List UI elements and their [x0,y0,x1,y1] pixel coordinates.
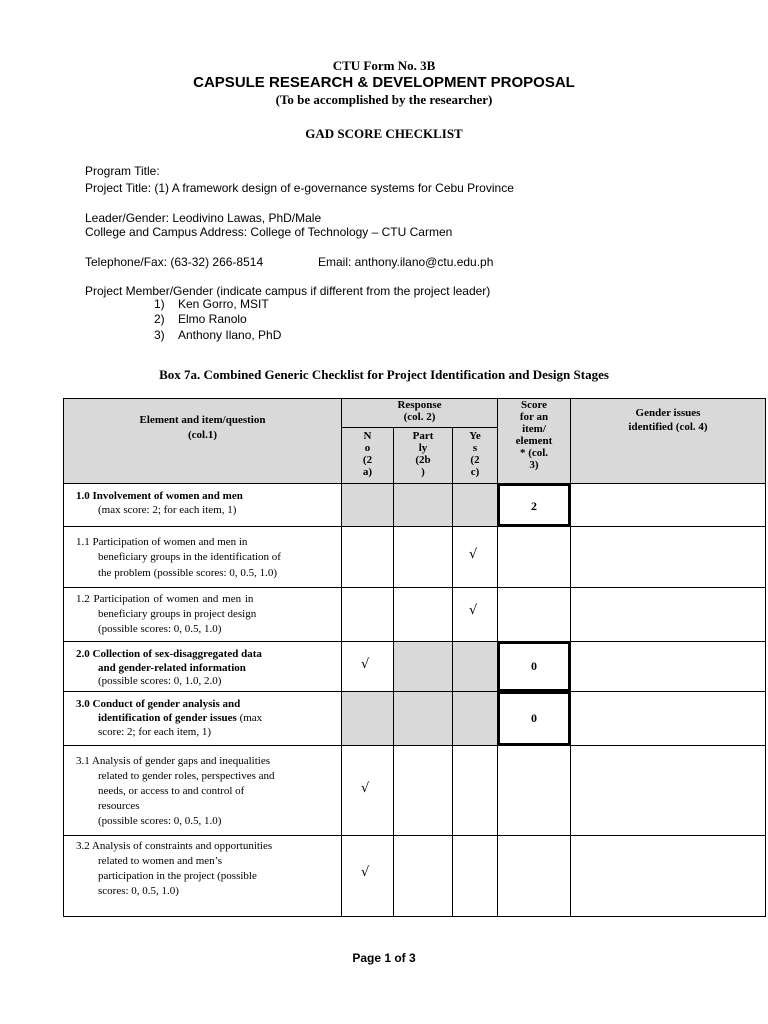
row-label: beneficiary groups in the identification of [98,551,281,563]
score-value: 0 [531,659,537,673]
gender-issues-cell [570,483,766,527]
response-partly-cell [393,483,453,527]
checklist-title: GAD SCORE CHECKLIST [305,126,463,141]
header-element-label: Element and item/question [139,414,266,426]
member-item [154,312,247,326]
row-label: related to gender roles, perspectives and [98,770,275,782]
header-score-label: Score for an item/ element * (col. 3) [515,399,553,471]
row-label: (max score: 2; for each item, 1) [98,504,237,516]
row-label: (possible scores: 0, 0.5, 1.0) [98,815,222,827]
project-title [85,181,514,195]
member-item [154,297,269,311]
row-label: identification of gender issues (max [98,712,263,724]
box-title: Box 7a. Combined Generic Checklist for Project Identification and Design Stages [159,367,609,382]
gender-issues-cell [570,641,766,692]
email: Email: anthony.ilano@ctu.edu.ph [318,255,494,269]
project-title-label: Project Title [85,181,148,195]
response-yes-cell [452,483,498,527]
score-cell [497,745,571,836]
row-label: 1.1 Participation of women and men in [76,536,248,548]
row-label: the problem (possible scores: 0, 0.5, 1.0) [98,567,278,579]
row-label: 1.2 Participation of women and men in [76,593,254,605]
member-number: 3) [154,328,165,342]
college-address: College and Campus Address: College of Technology – CTU Carmen [85,225,453,239]
response-partly-cell [393,587,453,642]
telephone: Telephone/Fax: (63-32) 266-8514 [85,255,264,269]
header-response-col: (col. 2) [403,411,436,423]
row-label: needs, or access to and control of [98,785,245,797]
check-mark: √ [361,781,370,796]
check-mark: √ [361,657,370,672]
response-partly-cell [393,691,453,746]
response-partly-cell [393,641,453,692]
row-label: participation in the project (possible [98,870,257,882]
header-no-label: N o (2 a) [362,430,373,478]
row-label: and gender-related information [98,662,246,674]
response-yes-cell [452,641,498,692]
response-no-cell [341,691,394,746]
score-cell [497,587,571,642]
header-gender-label: Gender issues identified (col. 4) [628,407,708,433]
response-no-cell [341,587,394,642]
member-name: Anthony Ilano, PhD [178,328,282,342]
header-element-col: (col.1) [187,429,217,441]
member-name: Elmo Ranolo [178,312,247,326]
row-label: score: 2; for each item, 1) [98,726,212,738]
document-title: CAPSULE RESEARCH & DEVELOPMENT PROPOSAL [193,74,575,91]
response-partly-cell [393,835,453,917]
row-label: 3.2 Analysis of constraints and opportunities [76,840,273,852]
gender-issues-cell [570,745,766,836]
row-label: scores: 0, 0.5, 1.0) [98,885,179,897]
response-partly-cell [393,526,453,588]
score-cell [497,526,571,588]
project-title-value: : (1) A framework design of e-governance systems for Cebu Province [147,181,514,195]
row-label: (possible scores: 0, 0.5, 1.0) [98,623,222,635]
member-number: 2) [154,312,165,326]
gender-issues-cell [570,587,766,642]
row-label: resources [98,800,140,812]
response-yes-cell [452,691,498,746]
gender-issues-cell [570,835,766,917]
score-cell [497,835,571,917]
row-label: 3.0 Conduct of gender analysis and [76,698,241,710]
header-partly-label: Part ly (2b ) [412,430,434,478]
check-mark: √ [469,603,478,618]
row-label: 2.0 Collection of sex-disaggregated data [76,648,262,660]
response-yes-cell [452,835,498,917]
gender-issues-cell [570,526,766,588]
response-no-cell [341,526,394,588]
response-no-cell [341,483,394,527]
row-label: related to women and men’s [98,855,223,867]
row-label: 3.1 Analysis of gender gaps and inequalities [76,755,270,767]
header-yes-label: Ye s (2 c) [469,430,481,478]
row-label: (possible scores: 0, 1.0, 2.0) [98,675,222,687]
members-label: Project Member/Gender (indicate campus if different from the project leader) [85,284,491,298]
row-label: beneficiary groups in project design [98,608,257,620]
score-value: 0 [531,711,537,725]
header-response-label: Response [397,399,442,411]
member-number: 1) [154,297,165,311]
document-subtitle: (To be accomplished by the researcher) [275,92,493,107]
response-yes-cell [452,745,498,836]
check-mark: √ [361,865,370,880]
member-item [154,328,281,342]
program-title: Program Title: [85,164,160,178]
response-partly-cell [393,745,453,836]
row-label: 1.0 Involvement of women and men [76,490,243,502]
leader-gender: Leader/Gender: Leodivino Lawas, PhD/Male [85,211,322,225]
member-name: Ken Gorro, MSIT [178,297,269,311]
check-mark: √ [469,547,478,562]
page-number: Page 1 of 3 [352,951,416,965]
score-value: 2 [531,499,537,513]
form-number: CTU Form No. 3B [332,58,436,73]
gender-issues-cell [570,691,766,746]
